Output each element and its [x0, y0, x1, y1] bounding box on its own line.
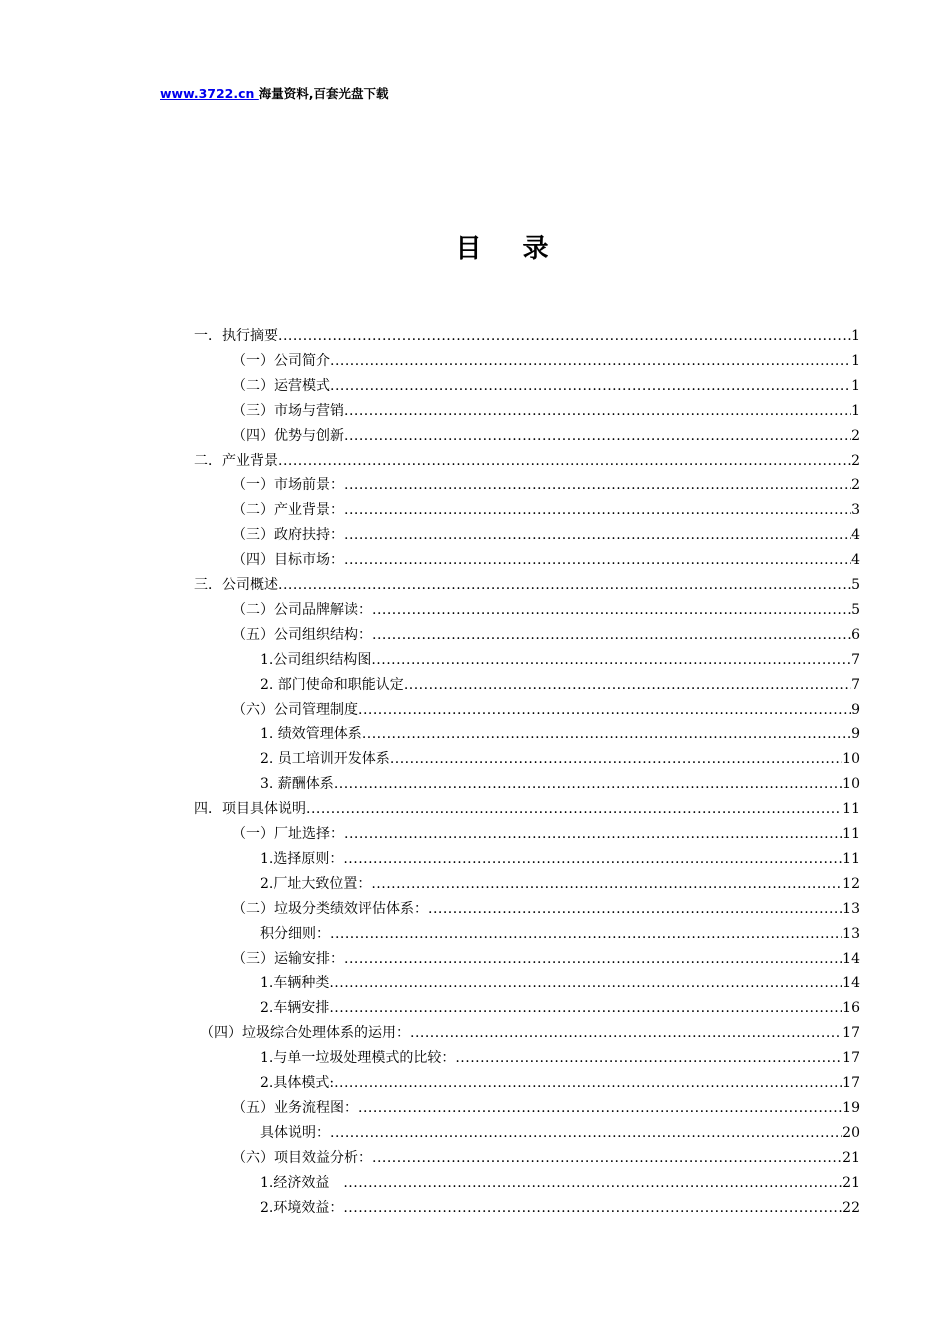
toc-dot-leader — [372, 1146, 842, 1171]
toc-entry-page: 11 — [842, 801, 860, 818]
toc-entry-label: （二）产业背景： — [232, 502, 344, 519]
toc-entry[interactable] — [260, 1121, 860, 1146]
toc-dot-leader — [343, 847, 842, 872]
toc-entry-label: 2.环境效益： — [260, 1199, 344, 1216]
toc-entry[interactable] — [232, 548, 860, 573]
toc-dot-leader — [278, 324, 851, 349]
toc-entry-label: （五）业务流程图： — [232, 1099, 358, 1116]
toc-dot-leader — [330, 374, 851, 399]
toc-dot-leader — [306, 797, 842, 822]
toc-entry-page: 9 — [851, 726, 860, 743]
toc-dot-leader — [334, 1071, 842, 1096]
toc-entry-page: 1 — [851, 352, 860, 369]
toc-dot-leader — [372, 598, 851, 623]
toc-entry[interactable] — [232, 523, 860, 548]
toc-entry[interactable] — [232, 424, 860, 449]
toc-entry[interactable] — [260, 1196, 860, 1221]
toc-entry[interactable] — [232, 897, 860, 922]
toc-entry[interactable] — [194, 324, 860, 349]
toc-entry-page: 2 — [851, 427, 860, 444]
header-banner — [160, 84, 389, 102]
toc-entry-page: 13 — [842, 925, 860, 942]
toc-dot-leader — [372, 623, 851, 648]
toc-entry[interactable] — [232, 399, 860, 424]
toc-entry-page: 17 — [842, 1025, 860, 1042]
toc-entry-page: 1 — [851, 402, 860, 419]
toc-dot-leader — [330, 1121, 842, 1146]
toc-entry-label: （一）市场前景： — [232, 477, 344, 494]
toc-entry[interactable] — [232, 374, 860, 399]
toc-entry-label: （四）目标市场： — [232, 552, 344, 569]
toc-entry-page: 4 — [851, 552, 860, 569]
toc-entry[interactable] — [232, 349, 860, 374]
toc-entry-page: 13 — [842, 900, 860, 917]
toc-entry-label: 1.公司组织结构图 — [260, 651, 372, 668]
toc-entry[interactable] — [232, 598, 860, 623]
toc-entry-label: （一）公司简介 — [232, 352, 330, 369]
page-title: 目 录 — [455, 234, 565, 264]
toc-dot-leader — [329, 971, 842, 996]
toc-dot-leader — [334, 772, 842, 797]
toc-dot-leader — [428, 897, 842, 922]
toc-dot-leader — [278, 449, 851, 474]
toc-dot-leader — [343, 1196, 842, 1221]
toc-entry-page: 20 — [842, 1124, 860, 1141]
toc-entry-label: （六）公司管理制度 — [232, 701, 358, 718]
toc-entry-label: 1.选择原则： — [260, 850, 344, 867]
toc-dot-leader — [344, 399, 851, 424]
toc-entry-page: 7 — [851, 676, 860, 693]
toc-entry[interactable] — [232, 473, 860, 498]
toc-entry-page: 11 — [842, 826, 860, 842]
toc-entry[interactable] — [232, 623, 860, 648]
toc-entry-label: （六）项目效益分析： — [232, 1149, 372, 1166]
toc-dot-leader — [329, 996, 842, 1021]
toc-entry-label: （二）运营模式 — [232, 377, 330, 394]
toc-dot-leader — [278, 573, 851, 598]
toc-entry[interactable] — [232, 1146, 860, 1171]
toc-entry[interactable] — [260, 673, 860, 698]
toc-entry-label: 一．执行摘要 — [194, 328, 278, 344]
toc-entry-page: 11 — [842, 850, 860, 867]
toc-entry-page: 3 — [851, 502, 860, 519]
toc-dot-leader — [358, 1096, 842, 1121]
toc-entry-label: 2.具体模式: — [260, 1075, 335, 1091]
toc-entry[interactable] — [194, 573, 860, 598]
toc-entry-page: 14 — [842, 975, 860, 992]
toc-entry-label: 三．公司概述 — [194, 577, 278, 593]
toc-entry-label: （四）优势与创新 — [232, 427, 344, 444]
toc-dot-leader — [410, 1021, 842, 1046]
toc-entry-label: （三）市场与营销 — [232, 402, 344, 419]
toc-entry-page: 1 — [851, 377, 860, 394]
toc-entry[interactable] — [260, 971, 860, 996]
toc-entry[interactable] — [232, 698, 860, 723]
toc-entry-page: 10 — [842, 751, 860, 768]
toc-dot-leader — [343, 1171, 842, 1196]
toc-entry-label: 积分细则： — [260, 925, 330, 942]
toc-dot-leader — [371, 648, 851, 673]
toc-entry-page: 21 — [842, 1174, 860, 1191]
toc-entry[interactable] — [260, 1071, 860, 1096]
toc-dot-leader — [358, 698, 851, 723]
toc-entry-label: （三）政府扶持： — [232, 527, 344, 544]
toc-dot-leader — [371, 872, 842, 897]
toc-entry-label: （四）垃圾综合处理体系的运用： — [200, 1025, 410, 1042]
header-tagline: 海量资料,百套光盘下载 — [258, 86, 389, 101]
toc-entry-label: 2.厂址大致位置： — [260, 875, 372, 892]
toc-entry-page: 12 — [842, 875, 860, 892]
toc-entry[interactable] — [232, 822, 860, 847]
toc-entry[interactable] — [260, 996, 860, 1021]
toc-entry-page: 5 — [851, 577, 860, 593]
toc-entry-page: 5 — [851, 601, 860, 618]
toc-entry[interactable] — [260, 847, 860, 872]
toc-entry-label: 具体说明： — [260, 1124, 330, 1141]
toc-entry-label: 3. 薪酬体系 — [260, 776, 334, 793]
toc-entry-label: 1. 绩效管理体系 — [260, 726, 362, 743]
toc-entry-page: 2 — [851, 477, 860, 494]
toc-entry-page: 21 — [842, 1149, 860, 1166]
toc-entry-label: （五）公司组织结构： — [232, 626, 372, 643]
toc-entry-label: （一）厂址选择： — [232, 826, 344, 842]
toc-entry-label: 2.车辆安排 — [260, 1000, 330, 1017]
toc-entry-page: 6 — [851, 626, 860, 643]
toc-entry[interactable] — [232, 1096, 860, 1121]
toc-entry[interactable] — [260, 747, 860, 772]
toc-dot-leader — [390, 747, 842, 772]
toc-entry-page: 10 — [842, 776, 860, 793]
toc-entry-page: 19 — [842, 1099, 860, 1116]
toc-entry-page: 17 — [842, 1050, 860, 1067]
toc-entry-page: 9 — [851, 701, 860, 718]
toc-entry-page: 17 — [842, 1075, 860, 1091]
toc-entry[interactable] — [194, 797, 860, 822]
toc-entry-label: 1.经济效益 — [260, 1174, 344, 1191]
toc-entry-label: （二）公司品牌解读： — [232, 601, 372, 618]
toc-entry[interactable] — [260, 1046, 860, 1071]
toc-entry-label: （二）垃圾分类绩效评估体系： — [232, 900, 428, 917]
toc-entry[interactable] — [232, 498, 860, 523]
toc-entry[interactable] — [260, 648, 860, 673]
toc-entry-page: 2 — [851, 452, 860, 469]
toc-entry-label: 二．产业背景 — [194, 452, 278, 469]
toc-entry[interactable] — [200, 1021, 860, 1046]
toc-dot-leader — [344, 822, 842, 847]
toc-entry[interactable] — [260, 1171, 860, 1196]
toc-entry-page: 1 — [851, 328, 860, 344]
toc-dot-leader — [330, 922, 842, 947]
toc-entry-label: 1.车辆种类 — [260, 975, 330, 992]
toc-entry-label: 2. 部门使命和职能认定 — [260, 676, 404, 693]
toc-dot-leader — [344, 498, 851, 523]
toc-dot-leader — [404, 673, 851, 698]
toc-entry-label: 四．项目具体说明 — [194, 801, 306, 818]
toc-entry[interactable] — [232, 947, 860, 972]
toc-entry[interactable] — [260, 772, 860, 797]
toc-entry-page: 16 — [842, 1000, 860, 1017]
toc-entry-page: 22 — [842, 1199, 860, 1216]
toc-entry[interactable] — [194, 449, 860, 474]
toc-dot-leader — [344, 947, 842, 972]
toc-dot-leader — [344, 523, 851, 548]
toc-entry-page: 14 — [842, 950, 860, 967]
toc-entry-page: 4 — [851, 527, 860, 544]
toc-entry[interactable] — [260, 922, 860, 947]
toc-entry[interactable] — [260, 872, 860, 897]
site-link[interactable]: www.3722.cn — [160, 86, 259, 101]
toc-entry-label: 1.与单一垃圾处理模式的比较： — [260, 1050, 456, 1067]
toc-dot-leader — [455, 1046, 842, 1071]
toc-dot-leader — [362, 722, 851, 747]
toc-entry-label: 2. 员工培训开发体系 — [260, 751, 390, 768]
toc-dot-leader — [344, 424, 851, 449]
toc-dot-leader — [344, 548, 851, 573]
toc-dot-leader — [344, 473, 851, 498]
toc-dot-leader — [330, 349, 851, 374]
toc-entry-page: 7 — [851, 651, 860, 668]
toc-entry-label: （三）运输安排： — [232, 950, 344, 967]
toc-entry[interactable] — [260, 722, 860, 747]
